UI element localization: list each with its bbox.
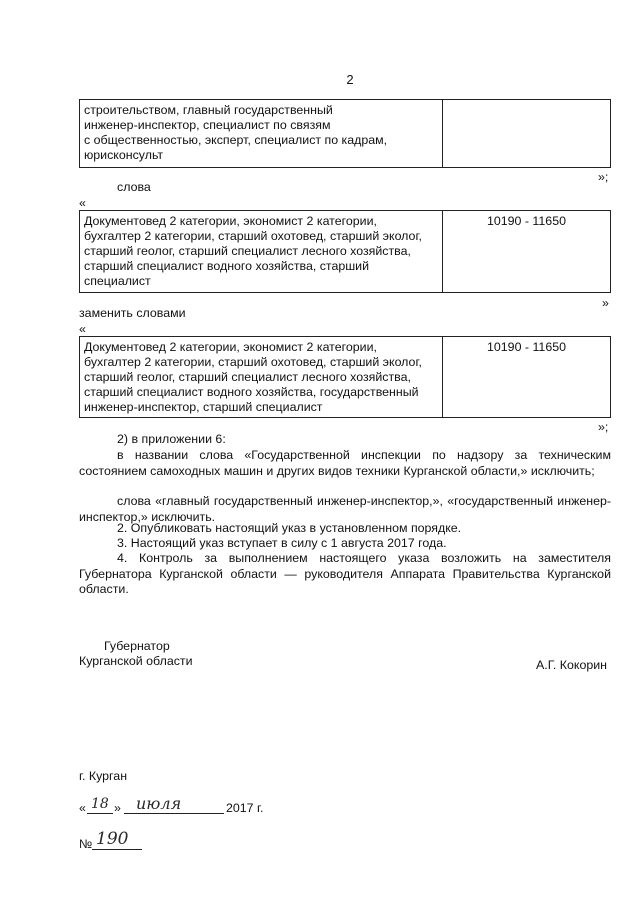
table-top-value	[443, 100, 610, 103]
day-underline	[87, 813, 113, 814]
close-quote-1: »;	[598, 170, 609, 184]
date-open-quote: «	[79, 801, 86, 815]
signature-name: А.Г. Кокорин	[536, 658, 608, 672]
zamenit-label: заменить словами	[79, 306, 186, 320]
table-bottom-value: 10190 - 11650	[487, 340, 567, 354]
item2-para2: слова «главный государственный инженер-инспектор,», «государственный инженер-инспектор,» исключить.	[79, 494, 611, 524]
point-4: 4. Контроль за выполнением настоящего указа возложить на заместителя Губернатора Курганской области — руководителя Аппарата Правительства Курганской области.	[79, 551, 611, 596]
open-quote-1: «	[79, 196, 86, 210]
table-middle-text: Документовед 2 категории, экономист 2 категории, бухгалтер 2 категории, старший охотовед, старший эколог, старший геолог, старший специалист лесного хозяйства, старший специалист водного хозяйства, старший специалист	[84, 214, 422, 288]
date-year: 2017 г.	[226, 801, 264, 815]
signature-title-line1: Губернатор	[104, 639, 170, 653]
slova-label: слова	[117, 180, 151, 194]
month-underline	[124, 813, 224, 814]
table-middle	[79, 210, 611, 293]
open-quote-2: «	[79, 322, 86, 336]
number-label: №	[79, 837, 93, 851]
page-number: 2	[346, 72, 354, 87]
handwritten-day: 18	[91, 796, 109, 812]
close-quote-3: »;	[598, 420, 609, 434]
table-top	[79, 99, 611, 168]
table-middle-value: 10190 - 11650	[486, 214, 566, 228]
point-3: 3. Настоящий указ вступает в силу с 1 августа 2017 года.	[117, 536, 447, 550]
point-2: 2. Опубликовать настоящий указ в установленном порядке.	[117, 521, 462, 535]
city: г. Курган	[79, 769, 128, 783]
item2-title: 2) в приложении 6:	[117, 432, 226, 446]
date-close-quote: »	[114, 801, 121, 815]
signature-title-line2: Курганской области	[79, 654, 193, 668]
table-bottom-text: Документовед 2 категории, экономист 2 категории, бухгалтер 2 категории, старший охотовед, старший эколог, старший геолог, старший специалист лесного хозяйства, старший специалист водного хозяйства, государственный инженер-инспектор, старший специалист	[84, 340, 422, 414]
table-bottom	[79, 336, 611, 418]
number-underline	[92, 849, 142, 850]
close-quote-2: »	[602, 296, 609, 310]
handwritten-month: июля	[136, 794, 182, 813]
handwritten-number: 190	[96, 829, 129, 849]
item2-para1: в названии слова «Государственной инспекции по надзору за техническим состоянием самоходных машин и других видов техники Курганской области,» исключить;	[79, 448, 611, 478]
table-top-text: строительством, главный государственный инженер-инспектор, специалист по связям с общественностью, эксперт, специалист по кадрам, юрисконсульт	[84, 103, 388, 162]
